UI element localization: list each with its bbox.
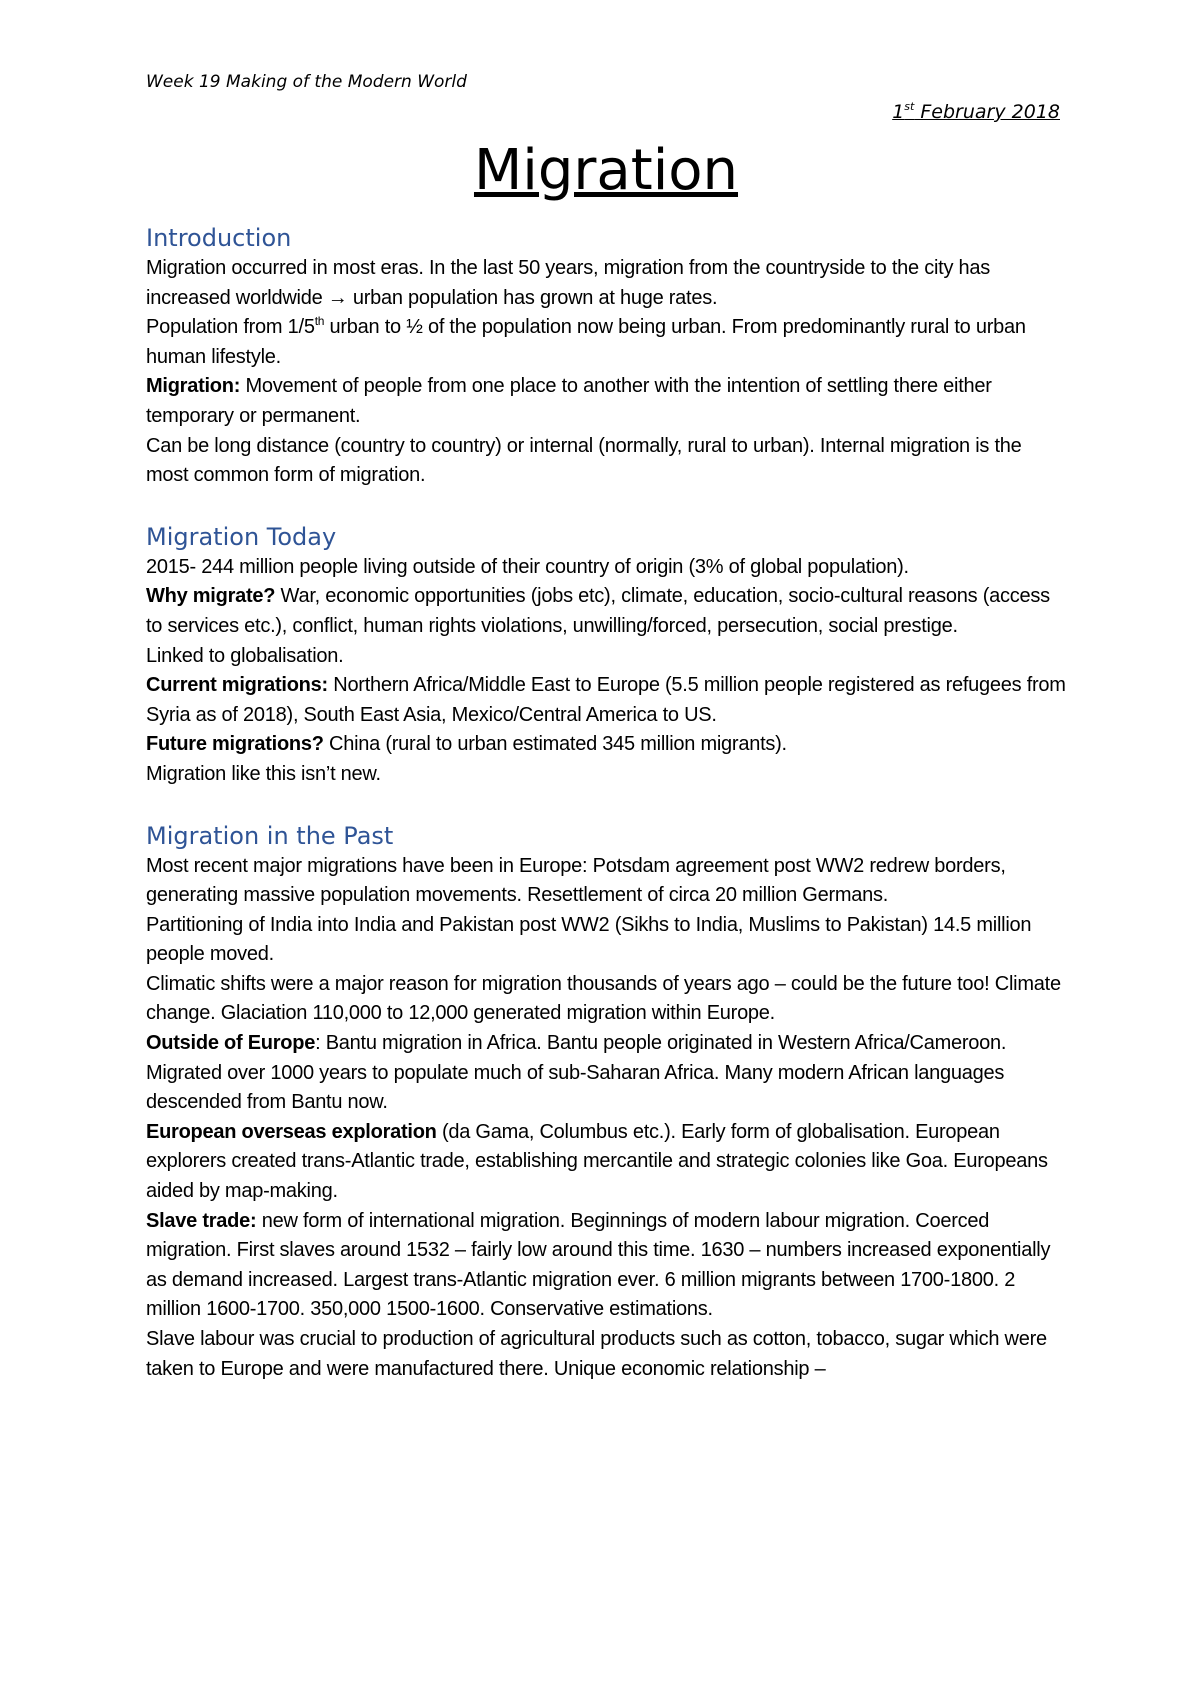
why-migrate-text: War, economic opportunities (jobs etc), climate, education, socio-cultural reasons (access to services etc.), conflict, human rights violations, unwilling/forced, persecution, social prestige. — [146, 585, 1050, 637]
past-paragraph-2: Partitioning of India into India and Pakistan post WW2 (Sikhs to India, Muslims to Pakistan) 14.5 million people moved. — [146, 913, 1032, 966]
outside-europe-text: : Bantu migration in Africa. Bantu people originated in Western Africa/Cameroon. Migrated over 1000 years to populate much of sub-Saharan Africa. Many modern African languages descended from Bantu now. — [146, 1032, 1007, 1114]
migration-definition-text: Movement of people from one place to another with the intention of settling there either temporary or permanent. — [146, 375, 992, 427]
intro-p2-end: urban to ½ of the population now being urban. From predominantly rural to urban human lifestyle. — [146, 316, 1026, 368]
past-paragraph-5 — [146, 1118, 1066, 1207]
today-paragraph-2 — [146, 582, 1066, 641]
intro-paragraph-3 — [146, 372, 1066, 431]
slave-trade-text: new form of international migration. Beginnings of modern labour migration. Coerced migration. First slaves around 1532 – fairly low around this time. 1630 – numbers increased exponentially as demand increased. Largest trans-Atlantic migration ever. 6 million migrants between 1700-1800. 2 million 1600-1700. 350,000 1500-1600. Conservative estimations. — [146, 1209, 1051, 1321]
why-migrate-label: Why migrate? — [146, 585, 276, 608]
european-exploration-text: (da Gama, Columbus etc.). Early form of globalisation. European explorers created trans-Atlantic trade, establishing mercantile and strategic colonies like Goa. Europeans aided by map-making. — [146, 1120, 1048, 1203]
past-paragraph-7: Slave labour was crucial to production of agricultural products such as cotton, tobacco, sugar which were taken to Europe and were manufactured there. Unique economic relationship – — [146, 1328, 1047, 1380]
today-paragraph-6: Migration like this isn’t new. — [146, 762, 381, 785]
intro-p2-start: Population from 1/5 — [146, 316, 315, 339]
future-migrations-text: China (rural to urban estimated 345 million migrants). — [323, 733, 787, 756]
current-migrations-text: Northern Africa/Middle East to Europe (5.5 million people registered as refugees from Syria as of 2018), South East Asia, Mexico/Central America to US. — [146, 674, 1066, 726]
intro-paragraph-1: Migration occurred in most eras. In the last 50 years, migration from the countryside to the city has increased worldwide → urban population has grown at huge rates. — [146, 257, 991, 309]
today-paragraph-1: 2015- 244 million people living outside of their country of origin (3% of global population). — [146, 555, 909, 578]
date-suffix: st — [904, 100, 915, 113]
date-rest: February 2018 — [914, 101, 1060, 123]
european-exploration-label: European overseas exploration — [146, 1120, 437, 1143]
today-paragraph-4 — [146, 671, 1066, 730]
heading-migration-today: Migration Today — [146, 522, 337, 551]
heading-migration-past: Migration in the Past — [146, 821, 394, 850]
intro-p2-superscript: th — [314, 314, 325, 329]
today-paragraph-5 — [146, 730, 1066, 760]
document-page — [146, 70, 1066, 1384]
past-paragraph-3: Climatic shifts were a major reason for migration thousands of years ago – could be the future too! Climate change. Glaciation 110,000 to 12,000 generated migration within Europe. — [146, 972, 1061, 1025]
slave-trade-label: Slave trade: — [146, 1209, 257, 1232]
past-paragraph-1: Most recent major migrations have been in Europe: Potsdam agreement post WW2 redrew borders, generating massive population movements. Resettlement of circa 20 million Germans. — [146, 854, 1006, 907]
intro-paragraph-2 — [146, 313, 1066, 372]
page-title: Migration — [473, 138, 739, 203]
date-day: 1 — [892, 101, 905, 123]
document-date — [146, 98, 1066, 126]
future-migrations-label: Future migrations? — [146, 733, 324, 756]
intro-paragraph-4: Can be long distance (country to country) or internal (normally, rural to urban). Internal migration is the most common form of migration. — [146, 434, 1022, 487]
today-paragraph-3: Linked to globalisation. — [146, 644, 344, 667]
current-migrations-label: Current migrations: — [146, 674, 328, 697]
course-header: Week 19 Making of the Modern World — [146, 72, 467, 92]
outside-europe-label: Outside of Europe — [146, 1032, 316, 1055]
migration-definition-label: Migration: — [146, 375, 241, 398]
past-paragraph-6 — [146, 1207, 1066, 1325]
heading-introduction: Introduction — [146, 224, 292, 252]
past-paragraph-4 — [146, 1029, 1066, 1118]
